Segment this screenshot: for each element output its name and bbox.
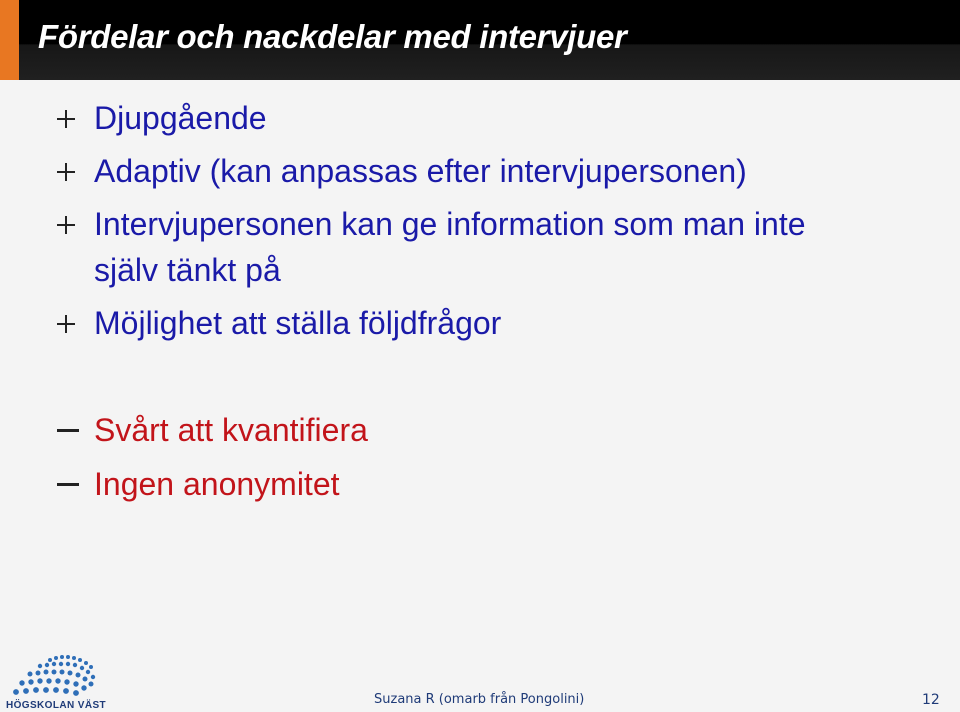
logo-text: HÖGSKOLAN VÄST	[6, 700, 107, 711]
advantage-text: Intervjupersonen kan ge information som man inte	[94, 206, 806, 242]
slide-title: Fördelar och nackdelar med intervjuer	[38, 18, 627, 55]
disadvantage-text: Ingen anonymitet	[94, 466, 340, 502]
plus-icon	[57, 110, 75, 128]
disadvantage-text: Svårt att kvantifiera	[94, 412, 368, 448]
title-accent-stripe	[0, 0, 19, 80]
advantage-text: själv tänkt på	[94, 252, 281, 288]
slide-number: 12	[922, 692, 940, 708]
advantage-text: Adaptiv (kan anpassas efter intervjupersonen)	[94, 153, 747, 189]
title-bar	[0, 0, 960, 80]
advantage-text: Möjlighet att ställa följdfrågor	[94, 305, 502, 341]
dash-icon	[57, 483, 79, 486]
plus-icon	[57, 216, 75, 234]
dash-icon	[57, 429, 79, 432]
plus-icon	[57, 315, 75, 333]
plus-icon	[57, 163, 75, 181]
footer-credit: Suzana R (omarb från Pongolini)	[374, 692, 585, 707]
advantage-text: Djupgående	[94, 100, 267, 136]
